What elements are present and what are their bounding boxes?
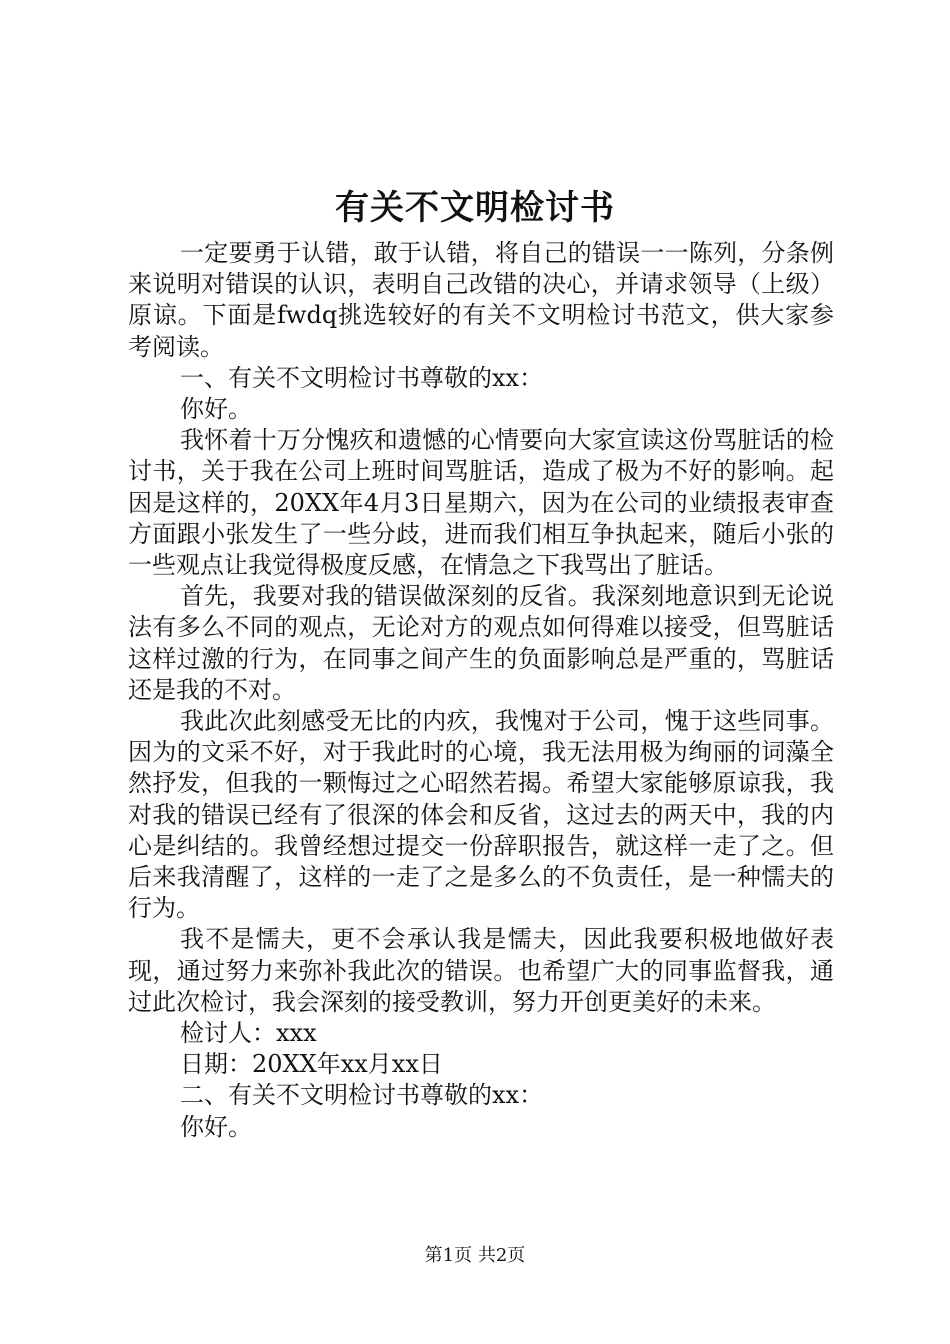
date-line: 日期：20XX年xx月xx日 [180,1050,443,1079]
paragraph-remorse: 我此次此刻感受无比的内疚，我愧对于公司，愧于这些同事。因为的文采不好，对于我此时的心境，我无法用极为绚丽的词藻全然抒发，但我的一颗悔过之心昭然若揭。希望大家能够原谅我，我对我的错误已经有了很深的体会和反省，这过去的两天中，我的内心是纠结的。我曾经想过提交一份辞职报告，就这样一走了之。但后来我清醒了，这样的一走了之是多么的不负责任，是一种懦夫的行为。 [128,707,834,923]
greeting-2: 你好。 [180,1112,252,1141]
signature-line: 检讨人：xxx [180,1019,317,1048]
document-title: 有关不文明检讨书 [335,188,615,228]
page-footer: 第1页 共2页 [424,1245,526,1266]
paragraph-intro: 一定要勇于认错，敢于认错，将自己的错误一一陈列，分条例来说明对错误的认识，表明自己改错的决心，并请求领导（上级）原谅。下面是fwdq挑选较好的有关不文明检讨书范文，供大家参考阅读。 [128,239,834,361]
paragraph-reflection: 首先，我要对我的错误做深刻的反省。我深刻地意识到无论说法有多么不同的观点，无论对方的观点如何得难以接受，但骂脏话这样过激的行为，在同事之间产生的负面影响总是严重的，骂脏话还是我的不对。 [128,582,834,704]
document-body [128,238,834,1143]
paragraph-incident: 我怀着十万分愧疚和遗憾的心情要向大家宣读这份骂脏话的检讨书，关于我在公司上班时间骂脏话，造成了极为不好的影响。起因是这样的，20XX年4月3日星期六，因为在公司的业绩报表审查方面跟小张发生了一些分歧，进而我们相互争执起来，随后小张的一些观点让我觉得极度反感，在情急之下我骂出了脏话。 [128,426,834,580]
greeting-1: 你好。 [180,395,252,424]
section-heading-1: 一、有关不文明检讨书尊敬的xx： [180,363,544,392]
paragraph-commitment: 我不是懦夫，更不会承认我是懦夫，因此我要积极地做好表现，通过努力来弥补我此次的错误。也希望广大的同事监督我，通过此次检讨，我会深刻的接受教训，努力开创更美好的未来。 [128,925,834,1016]
section-heading-2: 二、有关不文明检讨书尊敬的xx： [180,1081,544,1110]
